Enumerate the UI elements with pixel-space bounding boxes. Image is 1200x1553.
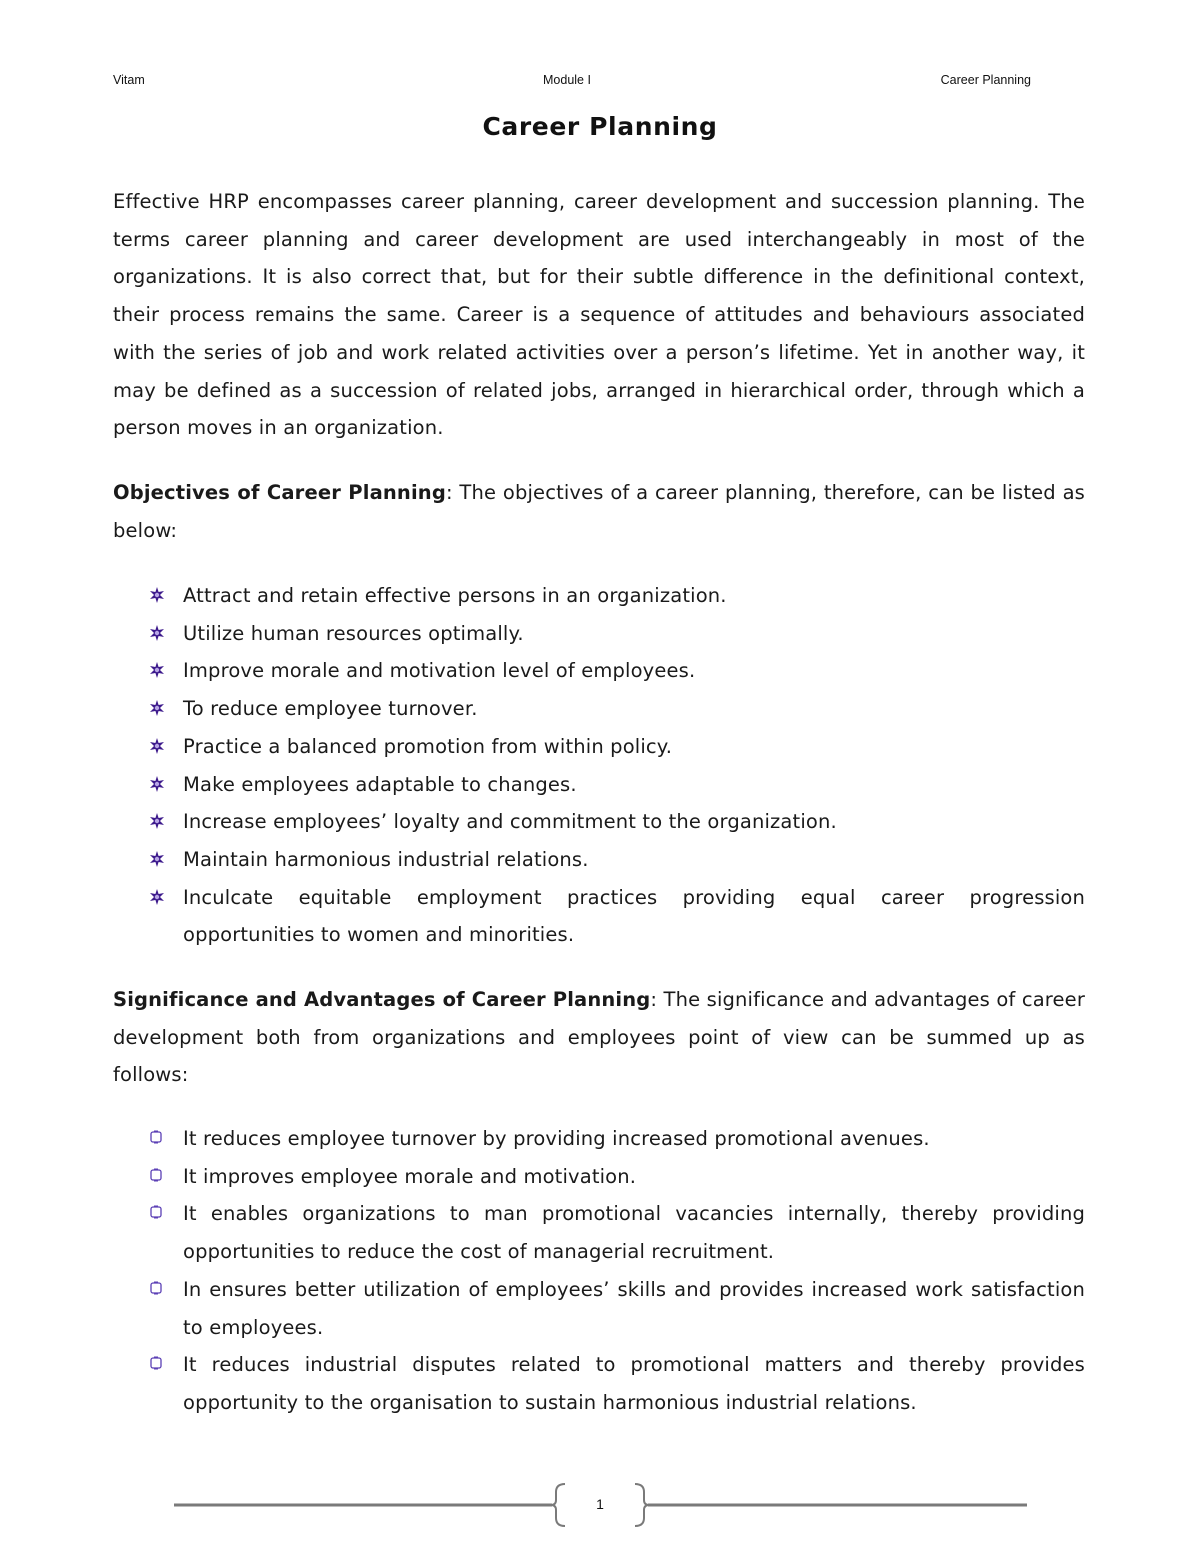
hollow-square-bullet-icon bbox=[147, 1346, 167, 1384]
header-left: Vitam bbox=[113, 73, 145, 87]
page-title: Career Planning bbox=[482, 112, 718, 141]
purple-star-bullet-icon bbox=[147, 615, 167, 653]
hollow-square-bullet-icon bbox=[147, 1120, 167, 1158]
hollow-square-bullet-icon bbox=[147, 1195, 167, 1233]
list-item: Utilize human resources optimally. bbox=[113, 615, 1085, 653]
list-item: Attract and retain effective persons in an organization. bbox=[113, 577, 1085, 615]
objectives-paragraph bbox=[113, 474, 1085, 549]
objectives-heading: Objectives of Career Planning bbox=[113, 481, 446, 504]
page-number: 1 bbox=[596, 1496, 604, 1512]
significance-list bbox=[113, 1120, 1085, 1422]
purple-star-bullet-icon bbox=[147, 803, 167, 841]
intro-paragraph: Effective HRP encompasses career planning, career development and succession planning. The terms career planning and career development are used interchangeably in most of the organizations. It is also correct that, but for their subtle difference in the definitional context, their process remains the same. Career is a sequence of attitudes and behaviours associated with the series of job and work related activities over a person’s lifetime. Yet in another way, it may be defined as a succession of related jobs, arranged in hierarchical order, through which a person moves in an organization. bbox=[113, 190, 1085, 440]
purple-star-bullet-icon bbox=[147, 879, 167, 917]
header-right: Career Planning bbox=[940, 73, 1031, 87]
purple-star-bullet-icon bbox=[147, 728, 167, 766]
significance-intro: : The significance and advantages of career development both from organizations and employees point of view can be summed up as follows: bbox=[113, 988, 1085, 1087]
hollow-square-bullet-icon bbox=[147, 1271, 167, 1309]
significance-heading: Significance and Advantages of Career Planning bbox=[113, 988, 651, 1011]
running-header bbox=[113, 73, 1031, 91]
purple-star-bullet-icon bbox=[147, 652, 167, 690]
objectives-list bbox=[113, 577, 1085, 954]
hollow-square-bullet-icon bbox=[147, 1158, 167, 1196]
list-item: Increase employees’ loyalty and commitment to the organization. bbox=[113, 803, 1085, 841]
page-footer bbox=[0, 1478, 1200, 1538]
list-item: Inculcate equitable employment practices providing equal career progression opportunities to women and minorities. bbox=[113, 879, 1085, 954]
list-item: Practice a balanced promotion from within policy. bbox=[113, 728, 1085, 766]
list-item: Improve morale and motivation level of employees. bbox=[113, 652, 1085, 690]
list-item: Maintain harmonious industrial relations. bbox=[113, 841, 1085, 879]
purple-star-bullet-icon bbox=[147, 577, 167, 615]
list-item: In ensures better utilization of employees’ skills and provides increased work satisfaction to employees. bbox=[113, 1271, 1085, 1346]
list-item: It reduces industrial disputes related to promotional matters and thereby provides opportunity to the organisation to sustain harmonious industrial relations. bbox=[113, 1346, 1085, 1421]
header-center: Module I bbox=[543, 73, 591, 87]
objectives-intro: : The objectives of a career planning, therefore, can be listed as below: bbox=[113, 481, 1085, 542]
list-item: It reduces employee turnover by providing increased promotional avenues. bbox=[113, 1120, 1085, 1158]
significance-paragraph bbox=[113, 981, 1085, 1094]
list-item: It enables organizations to man promotional vacancies internally, thereby providing opportunities to reduce the cost of managerial recruitment. bbox=[113, 1195, 1085, 1270]
purple-star-bullet-icon bbox=[147, 841, 167, 879]
purple-star-bullet-icon bbox=[147, 690, 167, 728]
purple-star-bullet-icon bbox=[147, 766, 167, 804]
list-item: It improves employee morale and motivation. bbox=[113, 1158, 1085, 1196]
list-item: Make employees adaptable to changes. bbox=[113, 766, 1085, 804]
list-item: To reduce employee turnover. bbox=[113, 690, 1085, 728]
